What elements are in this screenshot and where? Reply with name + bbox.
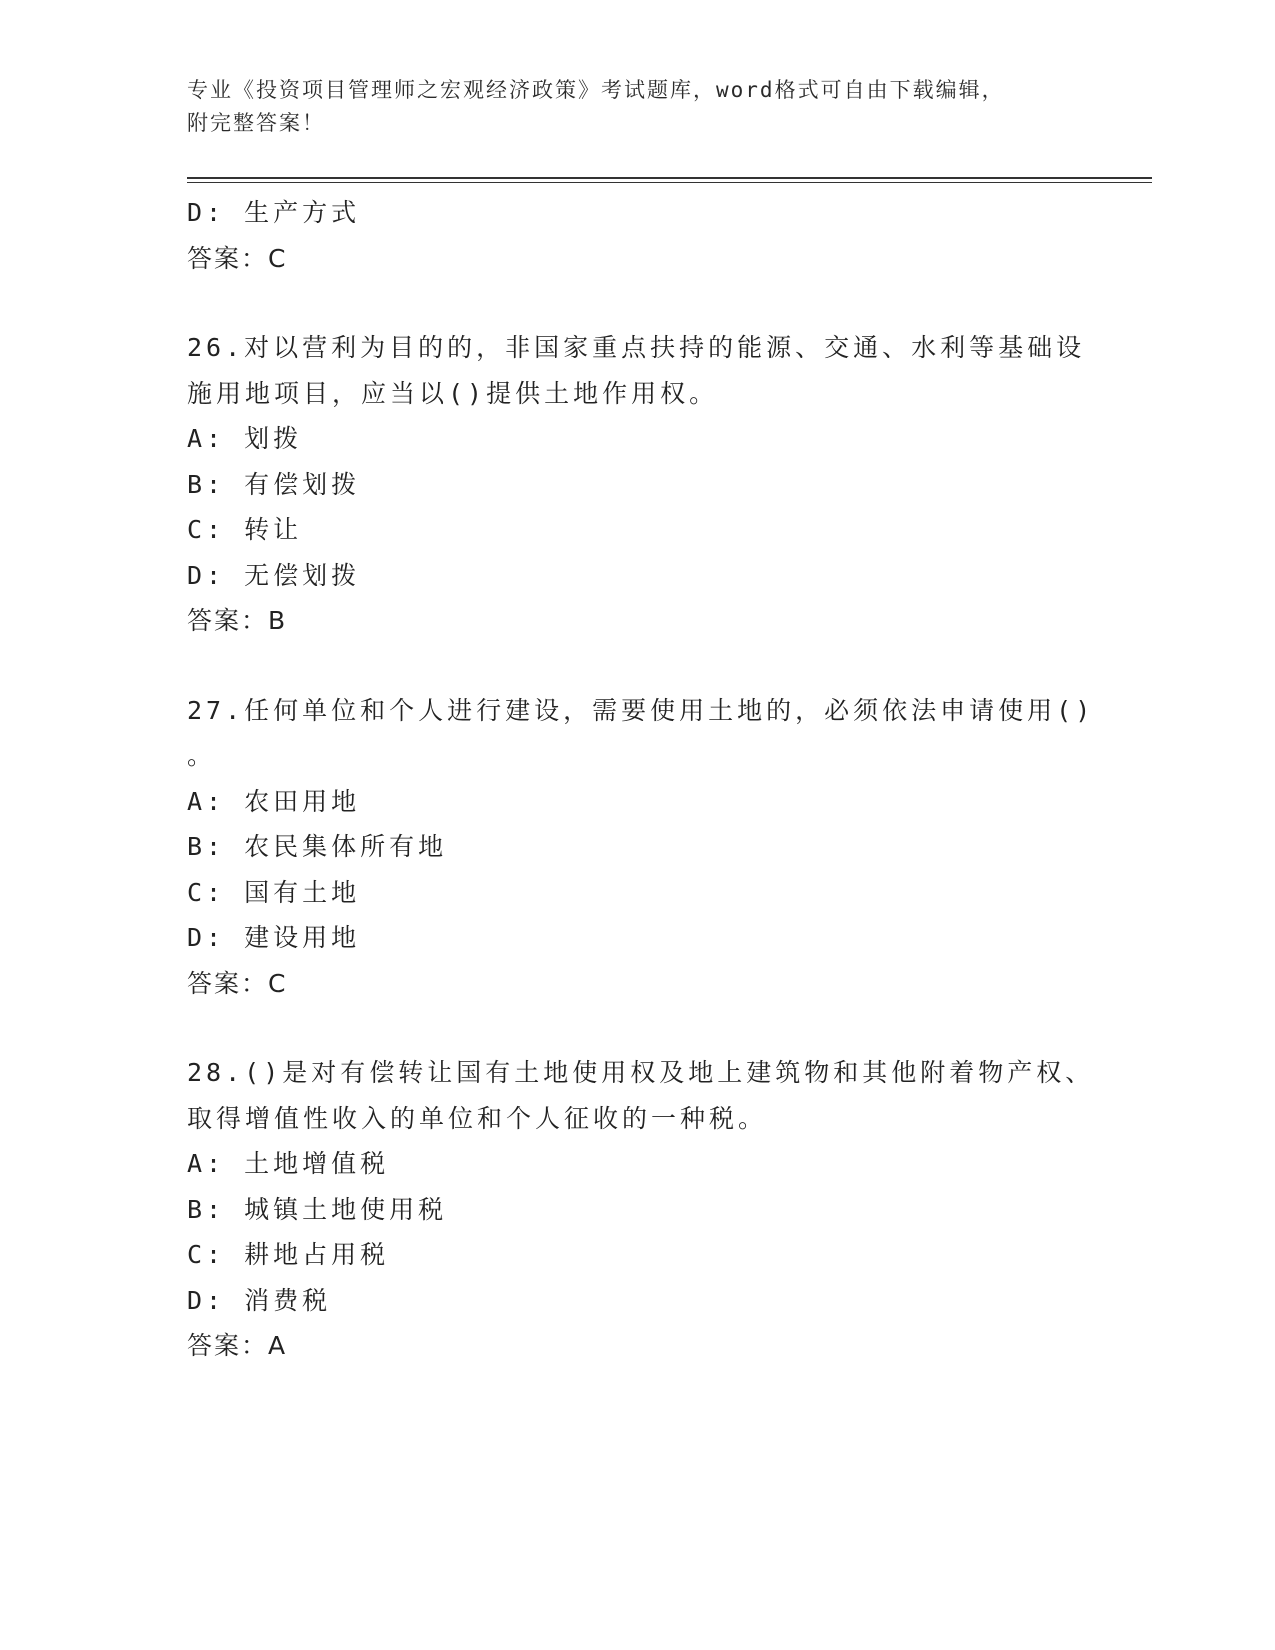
option-d: D: 无偿划拨 (187, 560, 361, 590)
answer-line: 答案：C (187, 968, 288, 998)
answer-line: 答案：C (187, 243, 288, 273)
question-stem-line: 27.任何单位和个人进行建设，需要使用土地的，必须依法申请使用() (187, 695, 1095, 725)
spacer (187, 281, 1087, 325)
question-27 (187, 688, 1095, 1007)
option-b: B: 有偿划拨 (187, 469, 361, 499)
option-b: B: 城镇土地使用税 (187, 1194, 448, 1224)
header-divider-thin (187, 182, 1152, 183)
answer-line: 答案：B (187, 606, 288, 635)
question-stem-line: 28.()是对有偿转让国有土地使用权及地上建筑物和其他附着物产权、 (187, 1058, 1095, 1087)
question-stem-line: 施用地项目，应当以()提供土地作用权。 (187, 378, 719, 408)
option-b: B: 农民集体所有地 (187, 832, 448, 861)
question-28 (187, 1050, 1095, 1369)
document-header (187, 74, 1087, 140)
spacer (187, 1006, 1087, 1050)
answer-line: 答案：A (187, 1331, 288, 1360)
option-d: D: 消费税 (187, 1285, 332, 1315)
option-d: D: 建设用地 (187, 923, 361, 952)
option-c: C: 转让 (187, 515, 303, 544)
option-d: D: 生产方式 (187, 198, 361, 227)
header-line-2: 附完整答案！ (187, 111, 325, 135)
previous-question-tail (187, 190, 1087, 281)
question-stem-line: 。 (187, 741, 217, 770)
question-26 (187, 325, 1087, 644)
option-c: C: 耕地占用税 (187, 1240, 390, 1269)
spacer (187, 644, 1087, 688)
option-a: A: 划拨 (187, 424, 303, 453)
header-line-1: 专业《投资项目管理师之宏观经济政策》考试题库，word格式可自由下载编辑， (187, 78, 1005, 102)
option-a: A: 农田用地 (187, 786, 361, 816)
question-list (187, 190, 1095, 1369)
option-a: A: 土地增值税 (187, 1149, 390, 1178)
option-c: C: 国有土地 (187, 877, 361, 907)
question-stem-line: 取得增值性收入的单位和个人征收的一种税。 (187, 1103, 768, 1133)
header-divider-thick (187, 177, 1152, 179)
question-stem-line: 26.对以营利为目的的，非国家重点扶持的能源、交通、水利等基础设 (187, 333, 1086, 362)
